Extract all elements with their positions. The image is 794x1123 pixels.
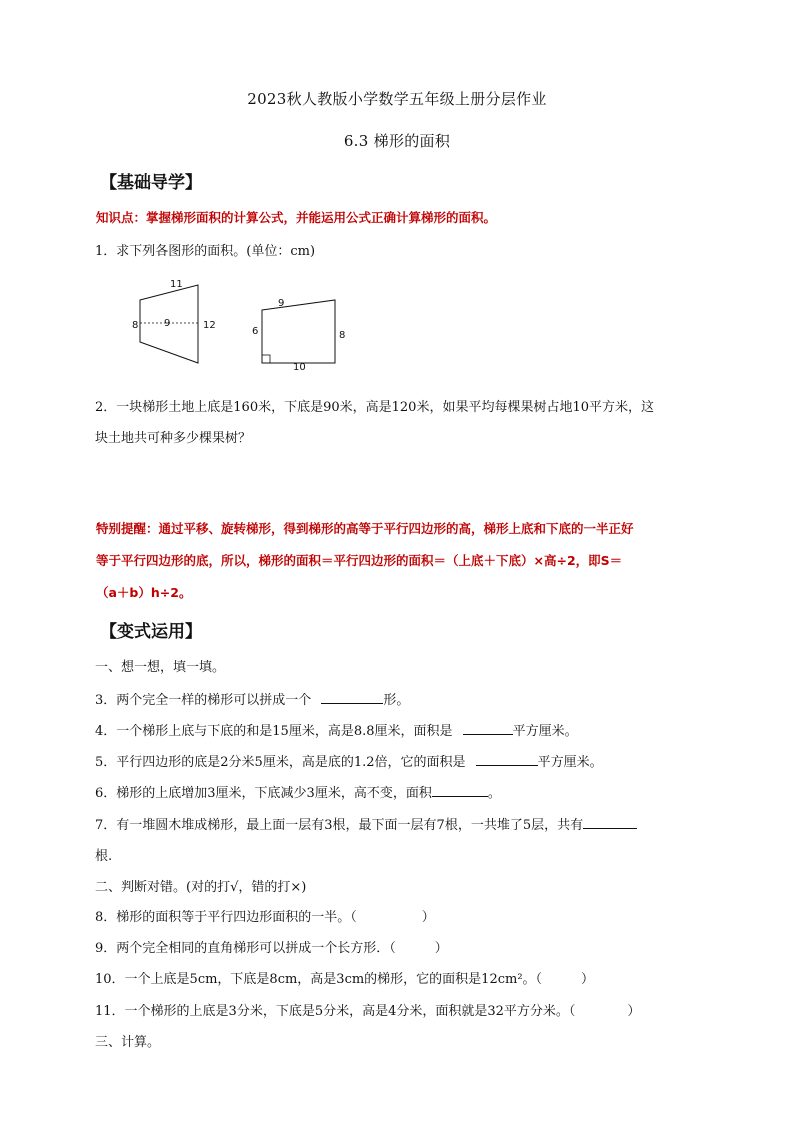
question-7 xyxy=(95,814,637,833)
question-5-suffix: 平方厘米。 xyxy=(537,755,603,770)
question-2-line-2: 块土地共可种多少棵果树？ xyxy=(95,431,252,446)
fig1-right-label: 12 xyxy=(203,320,216,331)
question-4-text: 4．一个梯形上底与下底的和是15厘米，高是8.8厘米，面积是 xyxy=(95,724,453,739)
question-9[interactable]: 9．两个完全相同的直角梯形可以拼成一个长方形．（ ） xyxy=(95,941,448,956)
answer-blank-6[interactable] xyxy=(432,782,488,797)
answer-blank-3[interactable] xyxy=(321,689,383,704)
question-3-text: 3．两个完全一样的梯形可以拼成一个 xyxy=(95,693,312,708)
fig1-left-label: 8 xyxy=(132,320,139,331)
part-2-heading: 二、判断对错。(对的打√，错的打×) xyxy=(95,880,307,895)
tip-line-3: （a＋b）h÷2。 xyxy=(96,585,192,600)
tip-line-1: 特别提醒：通过平移、旋转梯形，得到梯形的高等于平行四边形的高，梯形上底和下底的一半正好 xyxy=(96,521,634,536)
question-1: 1．求下列各图形的面积。(单位：cm) xyxy=(95,244,316,259)
part-3-heading: 三、计算。 xyxy=(95,1035,161,1050)
fig2-top-label: 9 xyxy=(278,298,285,309)
knowledge-point: 知识点：掌握梯形面积的计算公式，并能运用公式正确计算梯形的面积。 xyxy=(96,210,497,225)
section-heading-basic: 【基础导学】 xyxy=(100,173,202,193)
question-7-suffix: 根. xyxy=(95,849,113,864)
fig2-bottom-label: 10 xyxy=(293,362,306,373)
question-6-text: 6．梯形的上底增加3厘米，下底减少3厘米，高不变，面积 xyxy=(95,786,432,801)
answer-blank-4[interactable] xyxy=(463,720,513,735)
answer-blank-5[interactable] xyxy=(476,751,538,766)
page-title: 2023秋人教版小学数学五年级上册分层作业 xyxy=(247,90,547,108)
question-2-line-1: 2．一块梯形土地上底是160米，下底是90米，高是120米，如果平均每棵果树占地10平方米，这 xyxy=(95,400,654,415)
part-1-heading: 一、想一想，填一填。 xyxy=(95,660,226,675)
question-4-suffix: 平方厘米。 xyxy=(512,724,578,739)
question-4 xyxy=(95,720,578,739)
question-8[interactable]: 8．梯形的面积等于平行四边形面积的一半。（ ） xyxy=(95,910,435,925)
question-6-suffix: 。 xyxy=(487,786,501,801)
question-3 xyxy=(95,689,409,708)
right-trapezoid-figure-2 xyxy=(255,290,345,370)
question-10[interactable]: 10．一个上底是5cm，下底是8cm，高是3cm的梯形，它的面积是12cm²。（ ） xyxy=(95,972,595,987)
lesson-subtitle: 6.3 梯形的面积 xyxy=(343,132,451,150)
fig2-right-label: 8 xyxy=(339,330,346,341)
fig2-left-label: 6 xyxy=(252,326,259,337)
question-5-text: 5．平行四边形的底是2分米5厘米，高是底的1.2倍，它的面积是 xyxy=(95,755,466,770)
fig1-height-label: 9 xyxy=(164,318,171,329)
question-3-suffix: 形。 xyxy=(383,693,410,708)
question-6 xyxy=(95,782,501,801)
section-heading-practice: 【变式运用】 xyxy=(100,622,202,642)
fig1-top-label: 11 xyxy=(170,279,183,290)
answer-blank-7[interactable] xyxy=(583,814,637,829)
tip-line-2: 等于平行四边形的底，所以，梯形的面积＝平行四边形的面积＝（上底＋下底）×高÷2，即S＝ xyxy=(96,553,623,568)
question-7-text: 7．有一堆圆木堆成梯形，最上面一层有3根，最下面一层有7根，一共堆了5层，共有 xyxy=(95,818,584,833)
question-5 xyxy=(95,751,603,770)
question-11[interactable]: 11．一个梯形的上底是3分米，下底是5分米，高是4分米，面积就是32平方分米。（ ） xyxy=(95,1004,641,1019)
